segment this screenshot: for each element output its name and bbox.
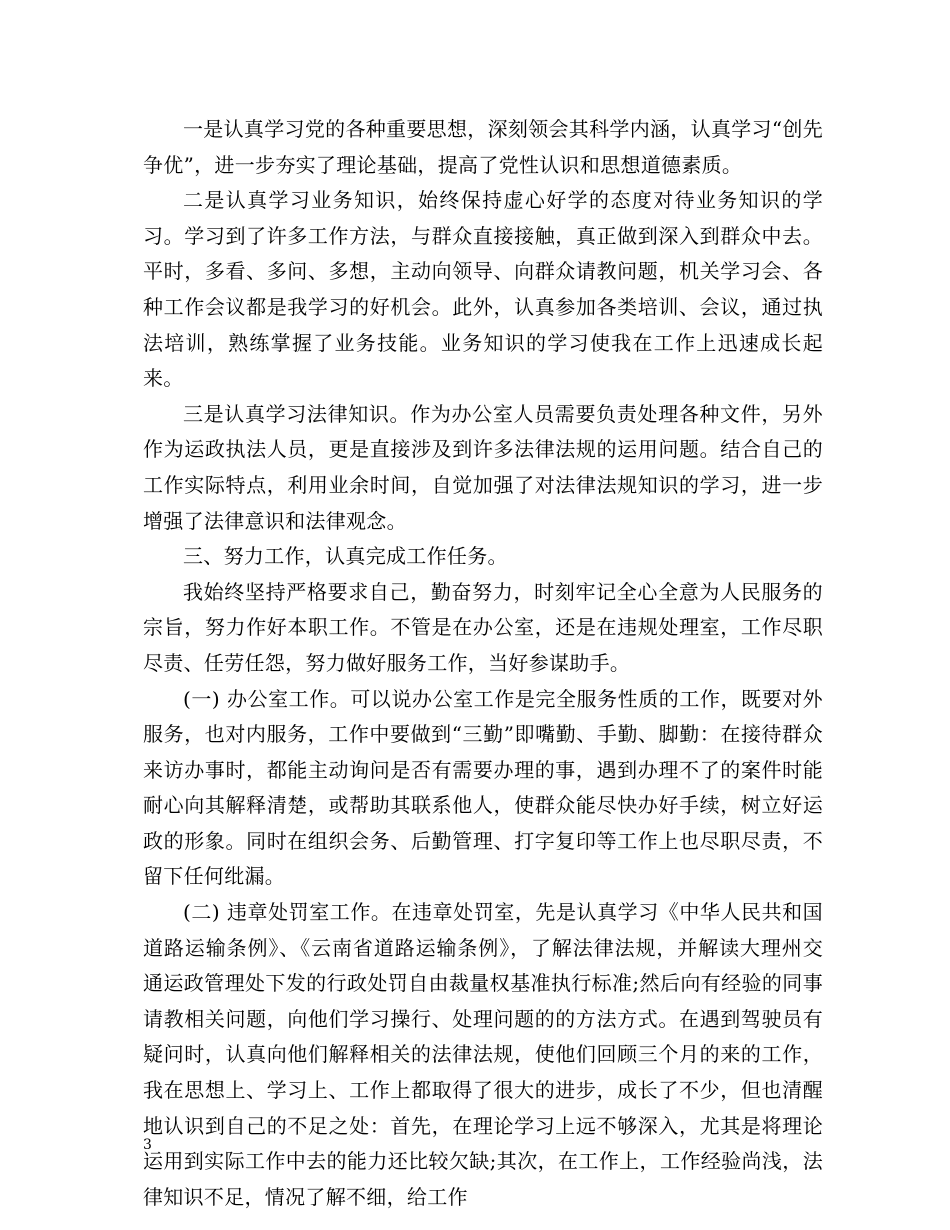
paragraph-strict-requirements: 我始终坚持严格要求自己，勤奋努力，时刻牢记全心全意为人民服务的宗旨，努力作好本职工作。不管是在办公室，还是在违规处理室，工作尽职尽责、任劳任怨，努力做好服务工作，当好参谋助手。 (143, 579, 823, 675)
body-text (143, 112, 823, 1215)
paragraph-violation-office-work: (二) 违章处罚室工作。在违章处罚室，先是认真学习《中华人民共和国道路运输条例》、《云南省道路运输条例》，了解法律法规，并解读大理州交通运政管理处下发的行政处罚自由裁量权基准执行标准;然后向有经验的同事请教相关问题，向他们学习操行、处理问题的的方法方式。在遇到驾驶员有疑问时，认真向他们解释相关的法律法规，使他们回顾三个月的来的工作，我在思想上、学习上、工作上都取得了很大的进步，成长了不少，但也清醒地认识到自己的不足之处：首先，在理论学习上远不够深入，尤其是将理论运用到实际工作中去的能力还比较欠缺;其次，在工作上，工作经验尚浅，法律知识不足，情况了解不细，给工作 (143, 900, 823, 1209)
paragraph-study-legal-knowledge: 三是认真学习法律知识。作为办公室人员需要负责处理各种文件，另外作为运政执法人员，更是直接涉及到许多法律法规的运用问题。结合自己的工作实际特点，利用业余时间，自觉加强了对法律法规知识的学习，进一步增强了法律意识和法律观念。 (143, 401, 823, 533)
page-number: 3 (143, 1137, 152, 1153)
paragraph-study-party-thought: 一是认真学习党的各种重要思想，深刻领会其科学内涵，认真学习“创先争优”，进一步夯实了理论基础，提高了党性认识和思想道德素质。 (143, 117, 823, 177)
section-heading-work-tasks: 三、努力工作，认真完成工作任务。 (183, 544, 508, 569)
paragraph-office-work: (一) 办公室工作。可以说办公室工作是完全服务性质的工作，既要对外服务，也对内服务，工作中要做到“三勤”即嘴勤、手勤、脚勤：在接待群众来访办事时，都能主动询问是否有需要办理的事，遇到办理不了的案件时能耐心向其解释清楚，或帮助其联系他人，使群众能尽快办好手续，树立好运政的形象。同时在组织会务、后勤管理、打字复印等工作上也尽职尽责，不留下任何纰漏。 (143, 686, 823, 889)
paragraph-study-business-knowledge: 二是认真学习业务知识，始终保持虚心好学的态度对待业务知识的学习。学习到了许多工作方法，与群众直接接触，真正做到深入到群众中去。平时，多看、多问、多想，主动向领导、向群众请教问题，机关学习会、各种工作会议都是我学习的好机会。此外，认真参加各类培训、会议，通过执法培训，熟练掌握了业务技能。业务知识的学习使我在工作上迅速成长起来。 (143, 188, 823, 391)
